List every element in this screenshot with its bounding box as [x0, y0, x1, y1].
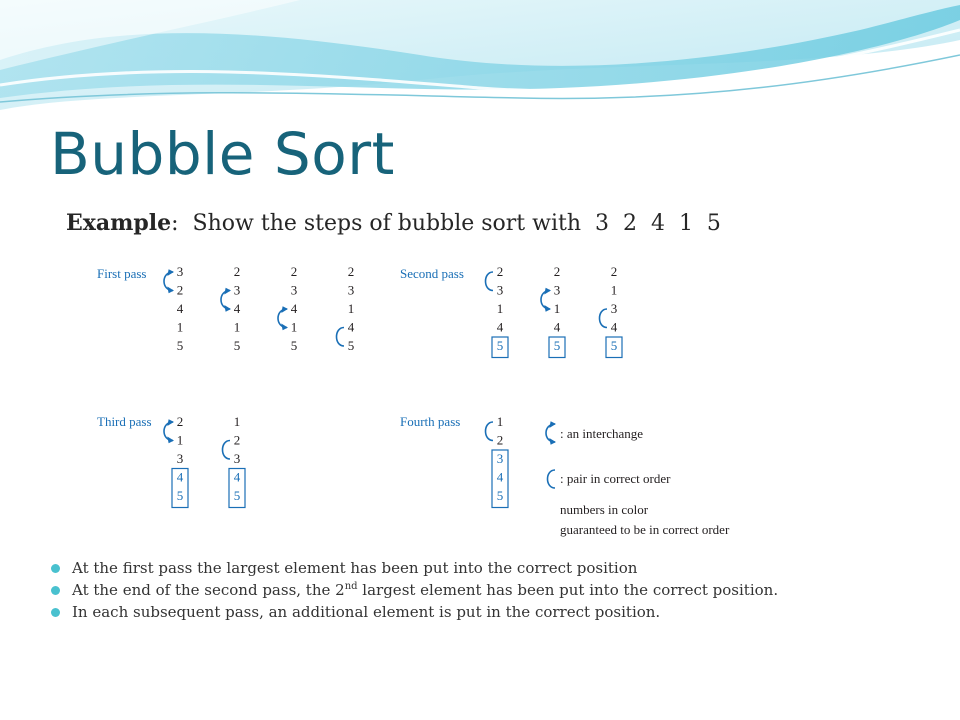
sorted-number: 5	[553, 338, 561, 353]
number: 5	[290, 338, 298, 353]
number: 1	[233, 319, 241, 335]
bullet-item	[50, 582, 850, 599]
correct-order-arc-icon	[548, 470, 556, 488]
bullet-text: largest element has been put into the correct position.	[357, 581, 779, 599]
correct-order-arc-icon	[223, 441, 231, 460]
arrowhead-icon	[168, 270, 173, 275]
pass-label: First pass	[97, 266, 147, 281]
number: 1	[496, 301, 504, 316]
example-line	[66, 210, 721, 236]
bullet-text: In each subsequent pass, an additional element is put in the correct position.	[72, 603, 661, 621]
arrowhead-icon	[550, 439, 555, 444]
bullet-list	[50, 560, 850, 626]
number: 2	[233, 432, 241, 448]
number: 3	[176, 451, 184, 466]
example-text: : Show the steps of bubble sort with 3 2 4 1 5	[171, 211, 721, 236]
arrowhead-icon	[282, 307, 287, 312]
pass-label: Second pass	[400, 266, 464, 281]
number: 3	[233, 282, 241, 298]
number: 3	[176, 264, 184, 279]
number: 2	[347, 264, 355, 279]
number: 2	[233, 264, 241, 279]
number: 2	[496, 264, 504, 279]
arrowhead-icon	[168, 420, 173, 425]
number: 2	[176, 414, 184, 429]
bubble-sort-diagram	[95, 258, 752, 541]
arrowhead-icon	[225, 306, 230, 311]
sorted-number: 4	[233, 469, 241, 485]
number: 2	[553, 264, 561, 279]
number: 1	[347, 301, 355, 316]
correct-order-arc-icon	[600, 309, 608, 328]
slide-title: Bubble Sort	[50, 120, 395, 188]
correct-order-arc-icon	[486, 422, 494, 441]
arrowhead-icon	[545, 289, 550, 294]
bullet-dot-icon	[51, 564, 60, 573]
sorted-number: 5	[610, 338, 618, 353]
arrowhead-icon	[282, 325, 287, 330]
legend-color-text: guaranteed to be in correct order	[560, 522, 730, 537]
bullet-item	[50, 604, 850, 621]
bullet-text: At the first pass the largest element has been put into the correct position	[72, 559, 638, 577]
legend-color-text: numbers in color	[560, 502, 649, 517]
sorted-number: 4	[176, 469, 184, 485]
number: 3	[496, 282, 504, 298]
legend-interchange-text: : an interchange	[560, 426, 644, 441]
number: 4	[496, 319, 504, 335]
sorted-number: 5	[496, 488, 504, 503]
number: 1	[553, 301, 561, 316]
sorted-number: 5	[176, 488, 184, 503]
correct-order-arc-icon	[337, 328, 345, 347]
arrowhead-icon	[545, 306, 550, 311]
arrowhead-icon	[225, 289, 230, 294]
number: 1	[176, 319, 184, 335]
number: 3	[553, 282, 561, 298]
sorted-number: 5	[496, 338, 504, 353]
number: 3	[290, 282, 298, 298]
number: 1	[290, 319, 298, 335]
example-label: Example	[66, 210, 172, 236]
bubble-sort-figure	[95, 258, 752, 541]
number: 4	[176, 301, 184, 316]
number: 5	[176, 338, 184, 353]
number: 1	[233, 414, 241, 429]
number: 2	[176, 282, 184, 298]
sorted-number: 3	[496, 451, 504, 466]
number: 2	[496, 432, 504, 448]
number: 4	[290, 301, 298, 316]
number: 1	[610, 282, 618, 298]
sorted-number: 4	[496, 469, 504, 485]
correct-order-arc-icon	[486, 272, 494, 291]
arrowhead-icon	[550, 422, 555, 427]
sorted-number: 5	[233, 488, 241, 503]
header-wave-banner	[0, 0, 960, 130]
pass-label: Fourth pass	[400, 414, 461, 429]
number: 4	[553, 319, 561, 335]
number: 2	[290, 264, 298, 279]
pass-label: Third pass	[97, 414, 152, 429]
number: 2	[610, 264, 618, 279]
number: 4	[610, 319, 618, 335]
number: 3	[347, 282, 355, 298]
bullet-dot-icon	[51, 586, 60, 595]
number: 4	[233, 301, 241, 316]
bullet-superscript: nd	[344, 581, 358, 592]
number: 3	[610, 301, 618, 316]
bullet-text: At the end of the second pass, the 2	[72, 581, 345, 599]
number: 4	[347, 319, 355, 335]
arrowhead-icon	[168, 438, 173, 443]
bullet-item	[50, 560, 850, 577]
number: 1	[176, 432, 184, 448]
bullet-dot-icon	[51, 608, 60, 617]
number: 1	[496, 414, 504, 429]
number: 5	[233, 338, 241, 353]
number: 5	[347, 338, 355, 353]
arrowhead-icon	[168, 288, 173, 293]
legend-correct-order-text: : pair in correct order	[560, 471, 671, 486]
number: 3	[233, 451, 241, 466]
